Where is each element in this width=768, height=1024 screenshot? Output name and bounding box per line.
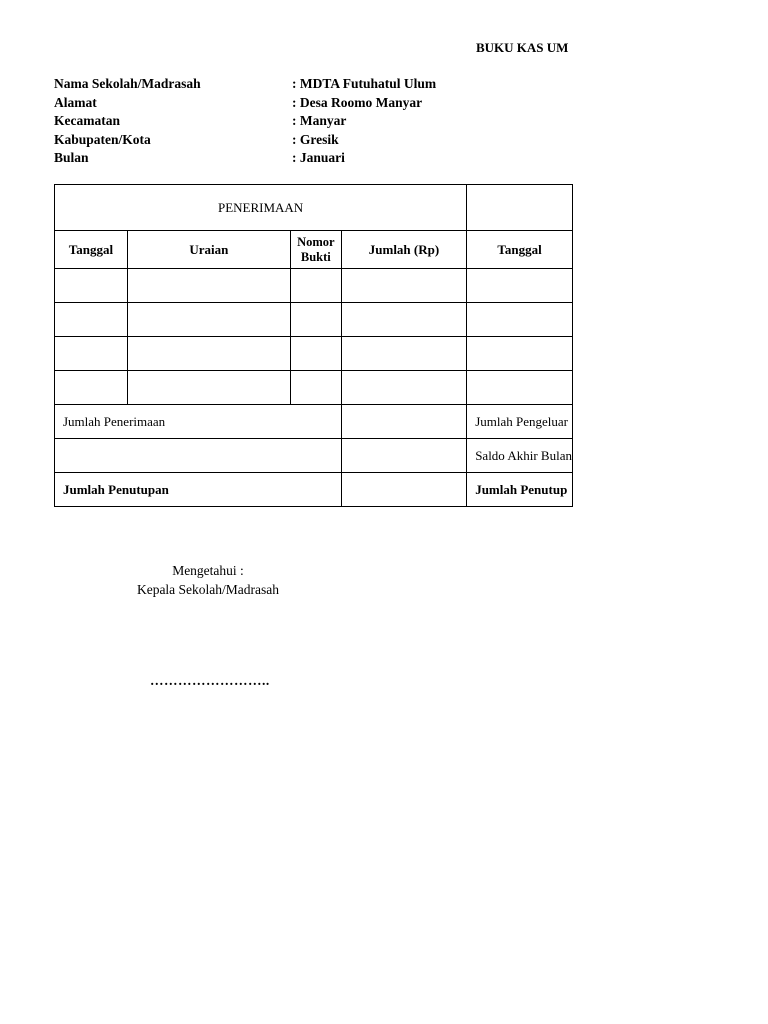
summary-row-penerimaan — [55, 405, 573, 439]
signature-placeholder: …………………….. — [150, 673, 270, 688]
info-label: Kabupaten/Kota — [54, 131, 151, 147]
table-cell[interactable] — [127, 337, 290, 371]
table-cell[interactable] — [127, 269, 290, 303]
header-jumlah: Jumlah (Rp) — [341, 231, 466, 269]
table-cell[interactable] — [290, 269, 341, 303]
table-cell[interactable] — [341, 303, 466, 337]
info-value: : Desa Roomo Manyar — [292, 94, 423, 110]
table-cell[interactable] — [290, 371, 341, 405]
signature-line1: Mengetahui : — [172, 563, 244, 578]
info-value: : Januari — [292, 150, 345, 165]
table-row — [55, 371, 573, 405]
jumlah-penutupan-right-label: Jumlah Penutup — [467, 473, 573, 507]
info-label: Bulan — [54, 150, 89, 165]
table-section-header-row — [55, 185, 573, 231]
section-penerimaan: PENERIMAAN — [55, 185, 467, 231]
info-label: Nama Sekolah/Madrasah — [54, 76, 201, 91]
jumlah-penerimaan-value[interactable] — [341, 405, 466, 439]
header-tanggal: Tanggal — [55, 231, 128, 269]
section-pengeluaran — [467, 185, 573, 231]
jumlah-penutupan-label: Jumlah Penutupan — [55, 473, 342, 507]
info-value: : MDTA Futuhatul Ulum — [292, 76, 437, 91]
table-cell[interactable] — [55, 269, 128, 303]
table-cell[interactable] — [127, 303, 290, 337]
header-nomor-line2: Bukti — [300, 249, 331, 264]
info-value: : Manyar — [292, 113, 347, 128]
header-tanggal-pengeluaran: Tanggal — [467, 231, 573, 269]
summary-row-penutupan — [55, 473, 573, 507]
summary-row-saldo — [55, 439, 573, 473]
header-nomor-line1: Nomor — [297, 234, 335, 249]
table-cell[interactable] — [55, 337, 128, 371]
signature-line2: Kepala Sekolah/Madrasah — [136, 581, 280, 597]
header-uraian: Uraian — [127, 231, 290, 269]
table-cell[interactable] — [290, 337, 341, 371]
table-cell[interactable] — [341, 371, 466, 405]
table-column-header-row — [55, 231, 573, 269]
jumlah-penerimaan-label: Jumlah Penerimaan — [55, 405, 342, 439]
table-cell[interactable] — [55, 371, 128, 405]
table-cell[interactable] — [467, 371, 573, 405]
saldo-blank-cell — [55, 439, 342, 473]
table-cell[interactable] — [341, 269, 466, 303]
saldo-value[interactable] — [341, 439, 466, 473]
table-cell[interactable] — [467, 337, 573, 371]
cash-book-table — [54, 184, 573, 507]
table-row — [55, 303, 573, 337]
document-title: BUKU KAS UM — [476, 40, 569, 55]
table-cell[interactable] — [55, 303, 128, 337]
table-row — [55, 269, 573, 303]
table-cell[interactable] — [127, 371, 290, 405]
table-cell[interactable] — [341, 337, 466, 371]
saldo-akhir-label: Saldo Akhir Bulan — [467, 439, 573, 473]
table-cell[interactable] — [467, 303, 573, 337]
table-cell[interactable] — [467, 269, 573, 303]
info-label: Kecamatan — [54, 113, 120, 128]
table-cell[interactable] — [290, 303, 341, 337]
info-label: Alamat — [54, 94, 97, 110]
jumlah-penutupan-value[interactable] — [341, 473, 466, 507]
signature-block — [110, 562, 306, 599]
jumlah-pengeluaran-label: Jumlah Pengeluar — [467, 405, 573, 439]
table-row — [55, 337, 573, 371]
header-nomor-bukti — [290, 231, 341, 269]
info-value: : Gresik — [292, 131, 339, 147]
